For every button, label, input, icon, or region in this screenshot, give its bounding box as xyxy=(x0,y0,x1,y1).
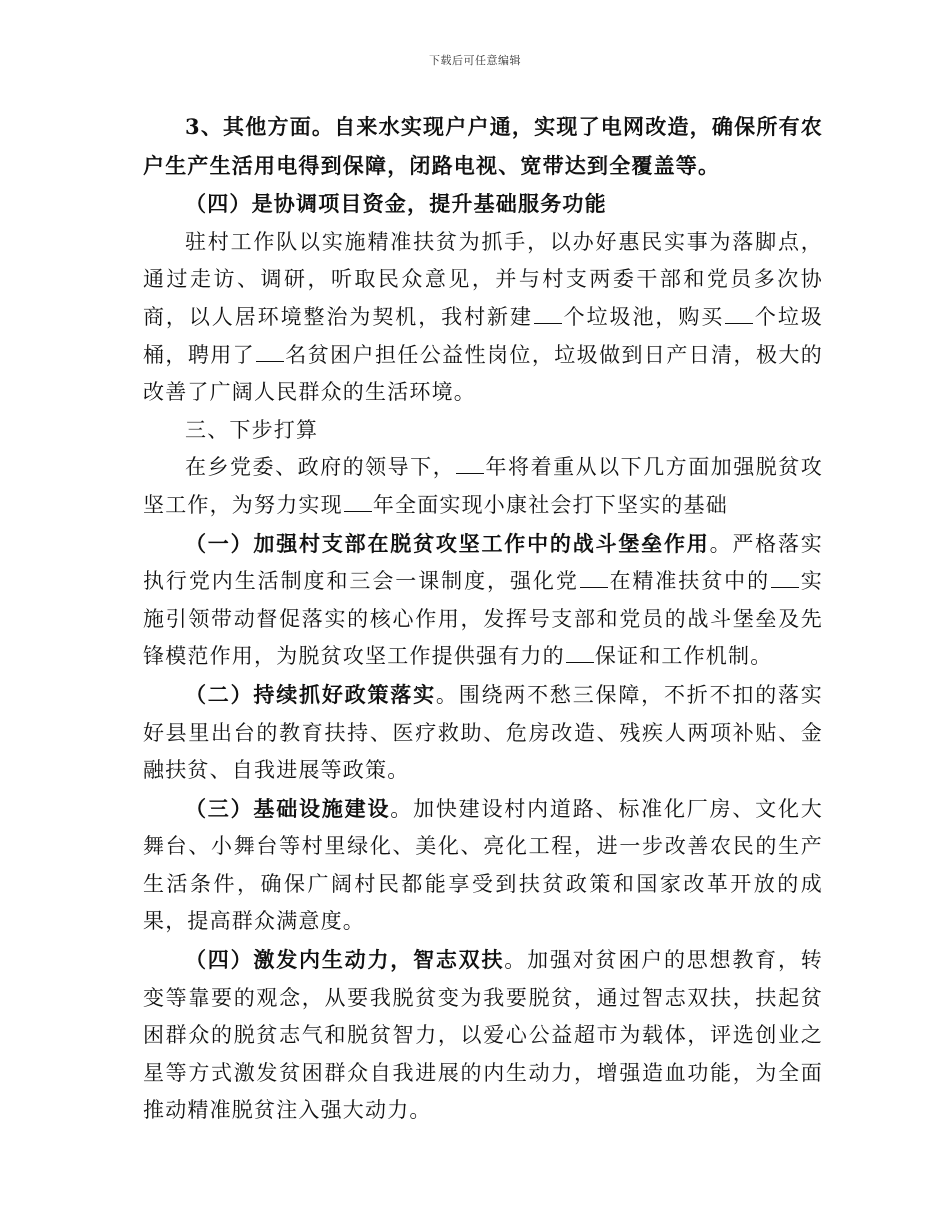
text-run: 。加强对贫困户的思想教育，转变等靠要的观念，从要我脱贫变为我要脱贫，通过智志双扶，扶起贫困群众的脱贫志气和脱贫智力，以爱心公益超市为载体，评选创业之星等方式激发贫困群众自我进展的内生动力，增强造血功能，为全面推动精准脱贫注入强大动力。 xyxy=(143,948,823,1123)
paragraph-work-team xyxy=(143,224,823,412)
fill-in-blank xyxy=(580,569,608,588)
bold-text-run: （四）是协调项目资金，提升基础服务功能 xyxy=(185,191,607,217)
text-run: 。严格落实执行党内生活制度和三会一课制度，强化党 xyxy=(143,531,823,594)
text-run: 在乡党委、政府的领导下， xyxy=(185,455,456,480)
paragraph-section-3 xyxy=(143,412,823,450)
text-run: 在精准扶贫中的 xyxy=(608,569,771,594)
page-header-watermark: 下载后可任意编辑 xyxy=(429,54,521,67)
text-run: 。加快建设村内道路、标准化厂房、文化大舞台、小舞台等村里绿化、美化、亮化工程，进一步改善农民的生产生活条件，确保广阔村民都能享受到扶贫政策和国家改革开放的成果，提高群众满意度。 xyxy=(143,796,823,934)
fill-in-blank xyxy=(771,569,799,588)
document-body xyxy=(143,108,823,1130)
fill-in-blank xyxy=(534,305,562,324)
text-run: 个垃圾池，购买 xyxy=(562,304,725,329)
bold-text-run: （二）持续抓好政策落实 xyxy=(185,681,436,707)
paragraph-item-4 xyxy=(143,941,823,1130)
fill-in-blank xyxy=(456,455,484,474)
text-run: 。围绕两不愁三保障，不折不扣的落实好县里出台的教育扶持、医疗救助、危房改造、残疾人两项补贴、金融扶贫、自我进展等政策。 xyxy=(143,682,824,783)
text-run: 实施引领带动督促落实的核心作用，发挥号支部和党员的战斗堡垒及先锋模范作用，为脱贫攻坚工作提供强有力的 xyxy=(143,569,823,669)
paragraph-item-2 xyxy=(143,676,823,790)
paragraph-other xyxy=(143,108,823,185)
text-run: 保证和工作机制。 xyxy=(594,644,773,669)
text-run: 驻村工作队以实施精准扶贫为抓手，以办好惠民实事为落脚点，通过走访、调研，听取民众意见，并与村支两委干部和党员多次协商，以人居环境整治为契机，我村新建 xyxy=(143,229,823,329)
bold-text-run: 3、其他方面。自来水实现户户通，实现了电网改造，确保所有农户生产生活用电得到保障，闭路电视、宽带达到全覆盖等。 xyxy=(143,114,823,178)
paragraph-plan-intro xyxy=(143,449,823,524)
text-run: 年全面实现小康社会打下坚实的基础 xyxy=(372,492,729,517)
paragraph-item-3 xyxy=(143,790,823,941)
text-run: 名贫困户担任公益性岗位，垃圾做到日产日清，极大的改善了广阔人民群众的生活环境。 xyxy=(143,342,823,405)
bold-text-run: （三）基础设施建设 xyxy=(185,795,391,821)
fill-in-blank xyxy=(344,493,372,512)
text-run: 个垃圾桶，聘用了 xyxy=(143,304,823,367)
fill-in-blank xyxy=(566,644,594,663)
bold-text-run: （四）激发内生动力，智志双扶 xyxy=(185,947,505,973)
text-run: 三、下步打算 xyxy=(185,417,319,442)
bold-text-run: （一）加强村支部在脱贫攻坚工作中的战斗堡垒作用 xyxy=(185,530,710,556)
text-run: 年将着重从以下几方面加强脱贫攻坚工作，为努力实现 xyxy=(143,455,823,517)
fill-in-blank xyxy=(725,305,753,324)
fill-in-blank xyxy=(256,343,284,362)
paragraph-heading-4 xyxy=(143,185,823,224)
paragraph-item-1 xyxy=(143,525,823,676)
